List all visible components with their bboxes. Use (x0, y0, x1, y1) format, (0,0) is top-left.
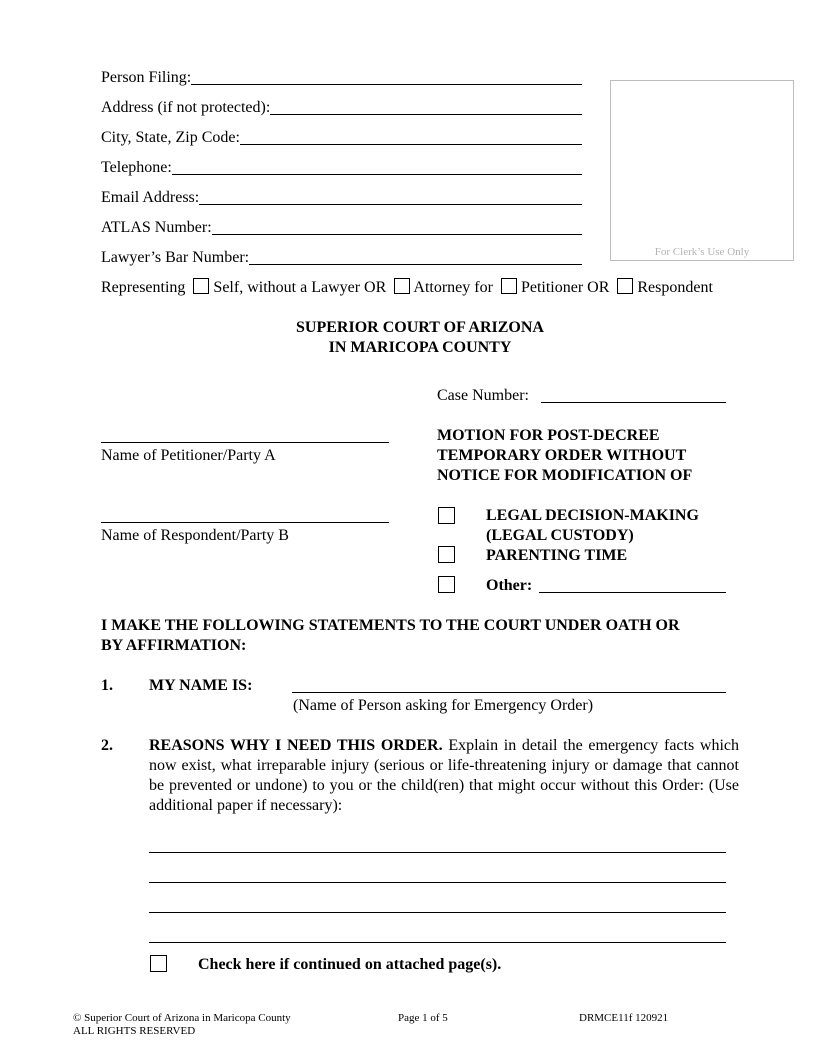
item1-caption: (Name of Person asking for Emergency Order) (293, 697, 594, 714)
case-number-label: Case Number: (437, 387, 529, 404)
reason-line-2[interactable] (149, 882, 726, 883)
continued-label: Check here if continued on attached page(s). (198, 956, 502, 973)
bar-number-label: Lawyer’s Bar Number: (101, 249, 250, 266)
footer-page-number: Page 1 of 5 (398, 1012, 448, 1024)
atlas-number-field[interactable] (101, 218, 582, 238)
person-filing-line[interactable] (191, 84, 582, 85)
reason-line-3[interactable] (149, 912, 726, 913)
email-line[interactable] (199, 204, 582, 205)
oath-statement-line2: BY AFFIRMATION: (101, 637, 247, 654)
city-state-zip-field[interactable] (101, 128, 582, 148)
other-label: Other: (486, 577, 533, 594)
attorney-checkbox[interactable] (394, 278, 410, 294)
reason-line-4[interactable] (149, 942, 726, 943)
parenting-time-label: PARENTING TIME (486, 547, 628, 564)
legal-decision-label: LEGAL DECISION-MAKING (486, 507, 699, 524)
address-field[interactable] (101, 98, 582, 118)
legal-decision-checkbox[interactable] (438, 507, 455, 524)
petitioner-label: Name of Petitioner/Party A (101, 447, 276, 464)
city-state-zip-label: City, State, Zip Code: (101, 129, 240, 146)
address-line[interactable] (270, 114, 582, 115)
footer-rights: ALL RIGHTS RESERVED (73, 1025, 196, 1037)
email-label: Email Address: (101, 189, 200, 206)
person-filing-label: Person Filing: (101, 69, 192, 86)
footer-form-code: DRMCE11f 120921 (579, 1012, 669, 1024)
item1-label: MY NAME IS: (149, 677, 253, 694)
continued-checkbox[interactable] (150, 955, 167, 972)
city-state-zip-line[interactable] (240, 144, 582, 145)
respondent-name-line[interactable] (101, 522, 389, 523)
self-checkbox[interactable] (193, 278, 209, 294)
item2-paragraph (149, 736, 739, 816)
parenting-time-checkbox[interactable] (438, 546, 455, 563)
motion-title-line1: MOTION FOR POST-DECREE (437, 427, 660, 444)
footer-copyright: © Superior Court of Arizona in Maricopa County (73, 1012, 291, 1024)
self-option-label: Self, without a Lawyer OR (213, 279, 387, 296)
oath-statement-line1: I MAKE THE FOLLOWING STATEMENTS TO THE COURT UNDER OATH OR (101, 617, 680, 634)
motion-title-line2: TEMPORARY ORDER WITHOUT (437, 447, 687, 464)
respondent-checkbox[interactable] (617, 278, 633, 294)
case-number-line[interactable] (541, 402, 726, 403)
item2-text: Explain in detail the emergency facts which now exist, what irreparable injury (serious or life-threatening injury or damage that cannot be prevented or undone) to you or the child(ren) that might occur without this Order: (Use additional paper if necessary): (149, 737, 739, 814)
email-field[interactable] (101, 188, 582, 208)
clerk-use-label: For Clerk’s Use Only (654, 246, 750, 258)
atlas-number-line[interactable] (212, 234, 582, 235)
item2-heading: REASONS WHY I NEED THIS ORDER. (149, 737, 443, 754)
item2-number: 2. (101, 737, 113, 754)
court-name: SUPERIOR COURT OF ARIZONA (296, 319, 544, 336)
reason-line-1[interactable] (149, 852, 726, 853)
petitioner-option-label: Petitioner OR (520, 279, 610, 296)
atlas-number-label: ATLAS Number: (101, 219, 212, 236)
court-county: IN MARICOPA COUNTY (328, 339, 512, 356)
petitioner-checkbox[interactable] (501, 278, 517, 294)
telephone-field[interactable] (101, 158, 582, 178)
representing-label: Representing (101, 279, 186, 296)
bar-number-field[interactable] (101, 248, 582, 268)
other-checkbox[interactable] (438, 576, 455, 593)
legal-custody-label: (LEGAL CUSTODY) (486, 527, 634, 544)
bar-number-line[interactable] (249, 264, 582, 265)
telephone-line[interactable] (172, 174, 582, 175)
petitioner-name-line[interactable] (101, 442, 389, 443)
item1-number: 1. (101, 677, 113, 694)
attorney-option-label: Attorney for (413, 279, 493, 296)
address-label: Address (if not protected): (101, 99, 271, 116)
my-name-line[interactable] (292, 692, 726, 693)
telephone-label: Telephone: (101, 159, 172, 176)
clerk-use-box (610, 80, 794, 261)
respondent-label: Name of Respondent/Party B (101, 527, 289, 544)
person-filing-field[interactable] (101, 68, 582, 88)
other-line[interactable] (539, 592, 726, 593)
motion-title-line3: NOTICE FOR MODIFICATION OF (437, 467, 693, 484)
respondent-option-label: Respondent (637, 279, 713, 296)
representing-row (101, 278, 713, 298)
